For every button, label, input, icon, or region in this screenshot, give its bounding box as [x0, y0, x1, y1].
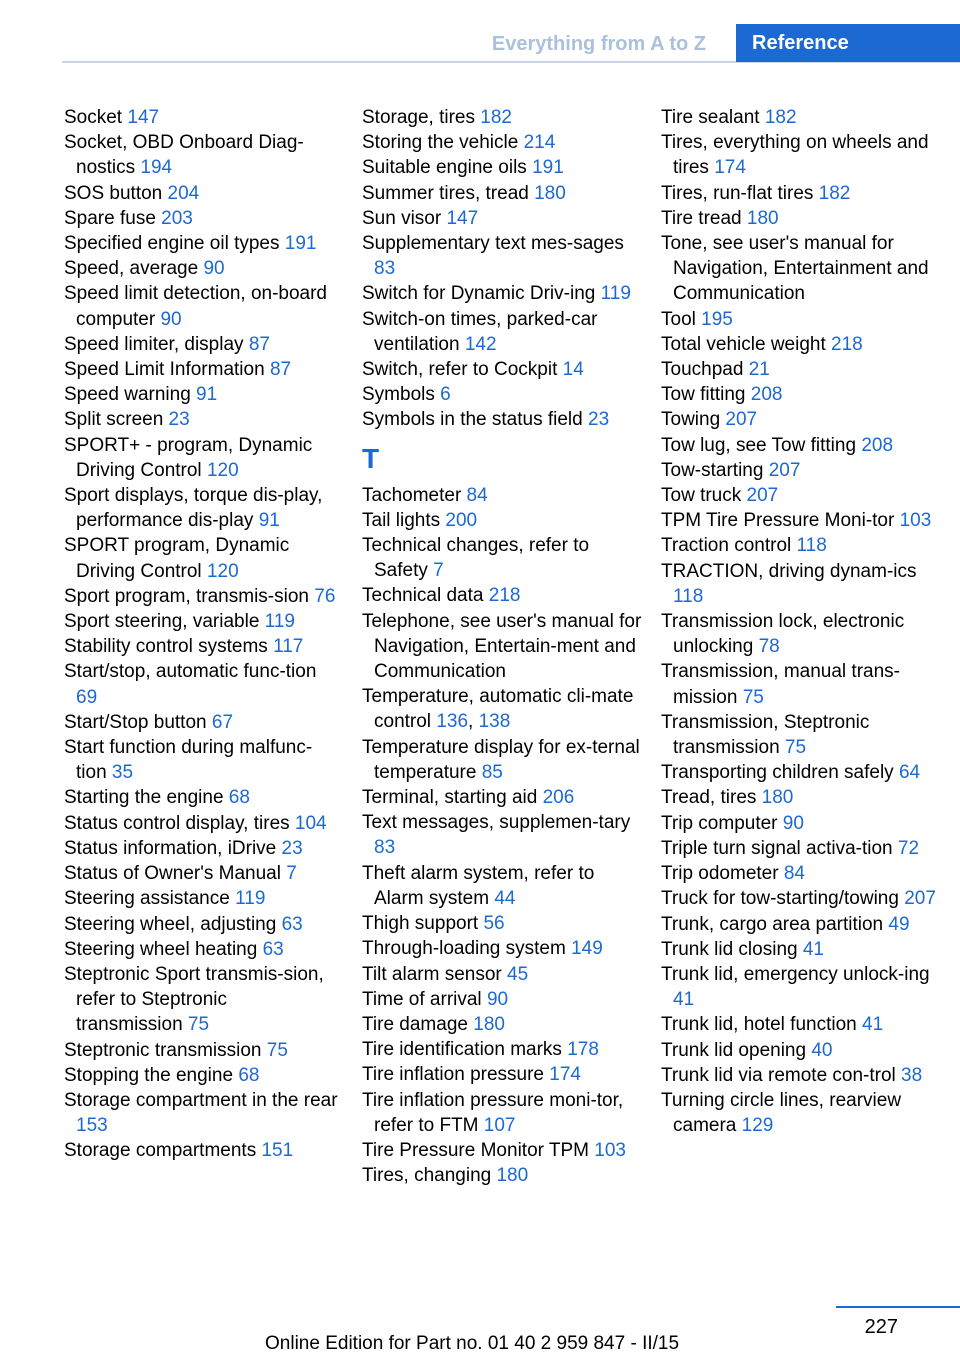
index-entry-term: Suitable engine oils [362, 157, 533, 179]
page-reference-link[interactable]: 180 [761, 787, 794, 809]
page-reference-link[interactable]: 49 [888, 913, 910, 935]
index-entry-term: Status information, iDrive [64, 837, 282, 859]
index-entry-term: Sport steering, variable [64, 611, 265, 633]
index-entry-term: Speed warning [64, 384, 197, 406]
index-entry-term: Storage, tires [362, 107, 481, 128]
index-entry-term: SOS button [64, 182, 168, 204]
page-reference-link[interactable]: 119 [235, 888, 266, 910]
page-reference-link[interactable]: 136 [436, 711, 469, 733]
index-entry [661, 811, 951, 836]
index-entry [362, 130, 642, 155]
index-entry-term: Total vehicle weight [661, 333, 832, 355]
index-entry-term: TRACTION, driving dynam‐ics [661, 560, 917, 582]
index-entry-term: SPORT+ - program, Dynamic Driving Control [64, 434, 313, 481]
index-entry [362, 181, 642, 206]
index-entry [362, 382, 642, 407]
index-entry-term: Steering wheel, adjusting [64, 913, 282, 935]
index-entry [64, 281, 338, 331]
index-entry-term: Spare fuse [64, 207, 162, 229]
page-reference-link[interactable]: 14 [562, 359, 584, 381]
index-entry-term: Steering wheel heating [64, 938, 263, 960]
index-entry-term: Touchpad [661, 359, 749, 381]
index-entry [362, 231, 642, 281]
index-column-1 [64, 105, 338, 1164]
index-entry-term: Theft alarm system, refer to Alarm system [362, 862, 595, 909]
page-reference-link[interactable]: 174 [549, 1064, 581, 1086]
page-reference-link[interactable]: 75 [784, 737, 807, 759]
page-reference-link[interactable]: 182 [764, 107, 797, 128]
index-entry [661, 760, 951, 785]
index-entry [661, 861, 951, 886]
page-reference-link[interactable]: 207 [768, 459, 801, 481]
page-reference-link[interactable]: 23 [588, 409, 610, 431]
index-entry [661, 508, 951, 533]
index-entry [661, 332, 951, 357]
index-entry-term: Steptronic Sport transmis‐sion, refer to Steptronic transmission [64, 963, 324, 1036]
page-reference-link[interactable]: 200 [445, 509, 478, 531]
index-entry [661, 836, 951, 861]
index-entry-term: Speed Limit Information [64, 359, 270, 381]
page-reference-link[interactable]: 191 [284, 233, 317, 255]
index-entry [661, 1063, 951, 1088]
index-entry-term: Temperature display for ex‐ternal temperature [362, 736, 640, 783]
index-entry [661, 912, 951, 937]
index-entry [362, 281, 642, 306]
page-reference-link[interactable]: 207 [904, 888, 936, 910]
page-reference-link[interactable]: 207 [725, 409, 758, 431]
page-reference-link[interactable]: 118 [673, 585, 704, 607]
index-entry-term: Trip computer [661, 812, 783, 834]
index-entry-term: Tire damage [362, 1013, 474, 1035]
page-reference-link[interactable]: 83 [374, 837, 396, 859]
index-letter-heading: T [362, 442, 380, 474]
index-entry-term: Technical changes, refer to Safety [362, 535, 590, 582]
index-entry-term: Tire tread [661, 207, 747, 229]
page-reference-link[interactable]: 208 [750, 384, 783, 406]
index-entry [362, 206, 642, 231]
index-entry-term: Tow truck [661, 485, 747, 507]
index-entry-term: Traction control [661, 535, 797, 557]
index-entry [661, 357, 951, 382]
index-entry-term: Tow lug, see Tow fitting [661, 434, 862, 456]
index-entry [362, 105, 642, 130]
index-entry-term: Steptronic transmission [64, 1039, 267, 1061]
index-entry [64, 659, 338, 709]
index-entry [661, 382, 951, 407]
index-entry-term: Thigh support [362, 913, 484, 935]
page-reference-link[interactable]: 90 [782, 812, 804, 834]
page-reference-link[interactable]: 75 [266, 1039, 288, 1061]
index-entry [661, 181, 951, 206]
page-reference-link[interactable]: 69 [76, 686, 98, 708]
index-entry [64, 886, 338, 911]
index-entry-term: Storage compartment in the rear [64, 1089, 338, 1111]
index-entry-term: Switch-on times, parked-car ventilation [362, 308, 598, 355]
index-entry [661, 231, 951, 307]
index-entry [661, 1038, 951, 1063]
page-reference-link[interactable]: 91 [196, 384, 218, 406]
index-entry [64, 105, 338, 130]
page-reference-link[interactable]: 147 [127, 107, 160, 128]
page-reference-link[interactable]: 38 [901, 1064, 923, 1086]
index-column-3 [661, 105, 951, 1138]
page-reference-link[interactable]: 120 [206, 560, 239, 582]
page-reference-link[interactable]: 117 [273, 636, 304, 658]
index-entry [64, 584, 338, 609]
index-entry-term: Status control display, tires [64, 812, 295, 834]
index-entry [362, 684, 642, 734]
page-reference-link[interactable]: 178 [567, 1039, 599, 1061]
index-entry-term: Tire inflation pressure [362, 1064, 550, 1086]
page-reference-link[interactable]: 83 [374, 258, 396, 280]
index-entry-term: Switch for Dynamic Driv‐ing [362, 283, 601, 305]
index-entry-term: Transmission, Steptronic transmission [661, 711, 870, 759]
index-entry [64, 206, 338, 231]
index-entry-term: Speed limit detection, on‐board computer [64, 283, 327, 330]
index-entry [64, 634, 338, 659]
index-entry [661, 1012, 951, 1037]
index-entry-term: TPM Tire Pressure Moni‐tor [661, 510, 900, 532]
page-reference-link[interactable]: 90 [160, 308, 182, 330]
index-entry [64, 533, 338, 583]
index-entry [362, 609, 642, 685]
index-entry [362, 307, 642, 357]
page-reference-link[interactable]: 41 [862, 1014, 884, 1036]
page-reference-link[interactable]: 149 [571, 938, 603, 960]
index-entry-term: Through-loading system [362, 938, 572, 960]
index-entry [64, 735, 338, 785]
index-entry [661, 307, 951, 332]
page-reference-link[interactable]: 119 [600, 283, 631, 305]
index-entry [661, 1088, 951, 1138]
index-entry-term: Symbols in the status field [362, 409, 588, 431]
page-reference-link[interactable]: 195 [701, 308, 733, 330]
page-reference-link[interactable]: 203 [161, 207, 193, 229]
index-entry-term: Split screen [64, 409, 169, 431]
index-entry [64, 1138, 338, 1163]
index-entry [362, 533, 642, 583]
index-entry-term: Stability control systems [64, 636, 274, 658]
page-reference-link[interactable]: 206 [542, 787, 575, 809]
index-entry-term: Sport program, transmis‐sion [64, 585, 315, 607]
index-entry [362, 861, 642, 911]
page-reference-link[interactable]: 63 [262, 938, 284, 960]
index-entry-term: Tire Pressure Monitor TPM [362, 1139, 595, 1161]
index-entry-term: Trip odometer [661, 863, 784, 885]
index-entry-term: Socket, OBD Onboard Diag‐nostics [64, 132, 304, 179]
index-entry-term: Transmission lock, electronic unlocking [661, 611, 905, 658]
index-entry [64, 1088, 338, 1138]
index-entry-term: Tires, changing [362, 1165, 497, 1187]
index-entry-term: Truck for tow-starting/towing [661, 888, 905, 910]
index-entry [362, 810, 642, 860]
index-entry-term: Technical data [362, 585, 489, 607]
index-entry [64, 130, 338, 180]
index-entry-term: Trunk lid closing [661, 938, 803, 960]
index-entry [64, 836, 338, 861]
index-entry-term: Symbols [362, 384, 441, 406]
index-entry [64, 382, 338, 407]
index-entry [661, 105, 951, 130]
index-entry [64, 181, 338, 206]
index-column-2 [362, 105, 642, 1188]
index-entry [661, 937, 951, 962]
index-entry-term: Trunk, cargo area partition [661, 913, 889, 935]
page-reference-link[interactable]: 21 [748, 359, 770, 381]
index-entry-term: Tread, tires [661, 787, 762, 809]
page-reference-link[interactable]: 103 [594, 1139, 626, 1161]
index-entry [661, 785, 951, 810]
index-entry-term: Tachometer [362, 484, 467, 506]
index-entry-term: Speed, average [64, 258, 204, 280]
page-reference-link[interactable]: 56 [483, 913, 505, 935]
page-reference-link[interactable]: 68 [228, 787, 250, 809]
page-reference-link[interactable]: 129 [741, 1115, 774, 1137]
page-reference-link[interactable]: 64 [898, 762, 921, 784]
page-reference-link[interactable]: 207 [746, 485, 779, 507]
index-entry [64, 231, 338, 256]
index-entry [362, 962, 642, 987]
page-reference-link[interactable]: 75 [187, 1014, 210, 1036]
page-reference-link[interactable]: 182 [480, 107, 512, 128]
index-entry-term: Tone, see user's manual for Navigation, Entertainment and Communication [661, 233, 929, 305]
index-entry [362, 1138, 642, 1163]
index-entry [362, 785, 642, 810]
index-entry-term: Start function during malfunc‐tion [64, 737, 313, 784]
page-reference-link[interactable]: 63 [281, 913, 303, 935]
index-entry [661, 659, 951, 709]
index-entry [362, 508, 642, 533]
index-entry-term: Tilt alarm sensor [362, 963, 507, 985]
index-entry-term: Trunk lid, hotel function [661, 1014, 863, 1036]
index-entry [64, 1063, 338, 1088]
page-reference-link[interactable]: 41 [802, 938, 824, 960]
page-reference-link[interactable]: 182 [818, 182, 851, 204]
page-reference-link[interactable]: 23 [281, 837, 303, 859]
index-entry-term: SPORT program, Dynamic Driving Control [64, 535, 290, 582]
page-reference-link[interactable]: 90 [486, 988, 509, 1010]
index-entry-term: Sport displays, torque dis‐play, performance dis‐play [64, 485, 323, 532]
footer-edition-text: Online Edition for Part no. 01 40 2 959 847 - II/15 [265, 1333, 680, 1354]
page-reference-link[interactable]: 191 [532, 157, 564, 179]
page-reference-link[interactable]: 194 [140, 157, 173, 179]
index-entry [661, 886, 951, 911]
index-entry-term: Tires, everything on wheels and tires [661, 132, 929, 179]
index-entry-term: Specified engine oil types [64, 233, 285, 255]
page-reference-link[interactable]: 180 [496, 1165, 529, 1187]
index-entry [661, 458, 951, 483]
page-separator: , [468, 711, 479, 733]
index-entry [661, 483, 951, 508]
page-reference-link[interactable]: 35 [111, 762, 134, 784]
index-entry-term: Text messages, supplemen‐tary [362, 812, 631, 834]
index-entry-term: Tire inflation pressure moni‐tor, refer to FTM [362, 1089, 624, 1136]
index-entry [362, 936, 642, 961]
index-entry [362, 483, 642, 508]
page-reference-link[interactable]: 85 [481, 761, 503, 783]
index-entry [362, 407, 642, 432]
index-entry-term: Temperature, automatic cli‐mate control [362, 686, 634, 733]
index-entry-term: Status of Owner's Manual [64, 863, 287, 885]
index-entry [64, 912, 338, 937]
page-reference-link[interactable]: 40 [811, 1039, 833, 1061]
index-entry [362, 1012, 642, 1037]
page-reference-link[interactable]: 75 [742, 686, 764, 708]
index-entry [64, 962, 338, 1038]
page-reference-link[interactable]: 72 [897, 837, 920, 859]
index-entry-term: Storage compartments [64, 1140, 262, 1162]
index-entry [362, 155, 642, 180]
header-reference-tab[interactable]: Reference [736, 24, 960, 62]
index-entry-term: Stopping the engine [64, 1064, 239, 1086]
page-reference-link[interactable]: 6 [440, 384, 451, 406]
index-entry [64, 937, 338, 962]
index-entry [362, 583, 642, 608]
page-reference-link[interactable]: 7 [433, 560, 444, 582]
index-entry [64, 407, 338, 432]
index-entry-term: Starting the engine [64, 787, 229, 809]
index-entry [64, 811, 338, 836]
page-reference-link[interactable]: 151 [261, 1140, 294, 1162]
page-reference-link[interactable]: 67 [211, 711, 234, 733]
page-reference-link[interactable]: 91 [258, 510, 280, 532]
index-entry-term: Turning circle lines, rearview camera [661, 1089, 902, 1137]
index-entry [661, 206, 951, 231]
index-entry [661, 962, 951, 1012]
page-reference-link[interactable]: 84 [783, 863, 805, 885]
page-reference-link[interactable]: 180 [534, 182, 566, 204]
page-reference-link[interactable]: 118 [796, 535, 827, 557]
index-entry [362, 357, 642, 382]
index-entry [362, 1037, 642, 1062]
page-reference-link[interactable]: 84 [466, 484, 488, 506]
page-reference-link[interactable]: 76 [314, 585, 336, 607]
index-entry-term: Sun visor [362, 207, 447, 229]
index-entry-term: Switch, refer to Cockpit [362, 359, 563, 381]
page-reference-link[interactable]: 208 [861, 434, 894, 456]
page-reference-link[interactable]: 7 [286, 863, 297, 885]
index-entry [362, 1163, 642, 1188]
index-entry-term: Tow-starting [661, 459, 769, 481]
index-entry-term: Speed limiter, display [64, 333, 249, 355]
index-entry-term: Tires, run-flat tires [661, 182, 819, 204]
index-entry-term: Summer tires, tread [362, 182, 535, 204]
index-entry-term: Transporting children safely [661, 762, 899, 784]
index-entry-term: Trunk lid, emergency unlock‐ing [661, 963, 930, 985]
index-entry [64, 861, 338, 886]
page-reference-link[interactable]: 174 [714, 157, 746, 179]
page-reference-link[interactable]: 119 [264, 611, 295, 633]
index-entry [362, 911, 642, 936]
index-entry-term: Trunk lid opening [661, 1039, 812, 1061]
page-reference-link[interactable]: 103 [899, 510, 932, 532]
index-entry [661, 710, 951, 760]
page-reference-link[interactable]: 87 [248, 333, 270, 355]
index-entry-term: Tire identification marks [362, 1039, 568, 1061]
index-entry [661, 130, 951, 180]
index-entry [661, 559, 951, 609]
page-reference-link[interactable]: 104 [294, 812, 327, 834]
page-reference-link[interactable]: 41 [673, 989, 695, 1011]
page-number: 227 [864, 1316, 898, 1338]
index-entry-term: Towing [661, 409, 726, 431]
index-entry-term: Terminal, starting aid [362, 787, 543, 809]
page-reference-link[interactable]: 90 [203, 258, 225, 280]
index-entry-term: Transmission, manual trans‐mission [661, 661, 900, 708]
footer-rule [836, 1306, 960, 1308]
index-entry [661, 533, 951, 558]
page-reference-link[interactable]: 180 [746, 207, 779, 229]
index-entry [64, 256, 338, 281]
index-entry-term: Start/Stop button [64, 711, 212, 733]
index-entry-term: Start/stop, automatic func‐tion [64, 661, 317, 683]
page-reference-link[interactable]: 45 [507, 963, 529, 985]
page-reference-link[interactable]: 68 [238, 1064, 260, 1086]
page-reference-link[interactable]: 44 [494, 887, 516, 909]
index-entry-term: Trunk lid via remote con‐trol [661, 1064, 902, 1086]
header-section-title: Everything from A to Z [491, 33, 706, 55]
page-reference-link[interactable]: 138 [478, 711, 511, 733]
index-entry-term: Socket [64, 107, 128, 128]
page-reference-link[interactable]: 120 [206, 459, 239, 481]
index-entry-term: Time of arrival [362, 988, 487, 1010]
index-entry-term: Telephone, see user's manual for Navigation, Entertain‐ment and Communication [362, 610, 642, 683]
index-entry-term: Supplementary text mes‐sages [362, 233, 624, 255]
page-reference-link[interactable]: 23 [168, 409, 190, 431]
index-entry-term: Tool [661, 308, 702, 330]
page-reference-link[interactable]: 214 [523, 132, 556, 154]
page-reference-link[interactable]: 218 [831, 333, 863, 355]
index-entry [64, 332, 338, 357]
page-reference-link[interactable]: 180 [473, 1013, 505, 1035]
index-entry [64, 483, 338, 533]
index-entry [64, 433, 338, 483]
index-entry [661, 433, 951, 458]
index-entry-term: Tow fitting [661, 384, 751, 406]
index-entry [64, 609, 338, 634]
page-reference-link[interactable]: 204 [167, 182, 200, 204]
index-entry [64, 710, 338, 735]
page-reference-link[interactable]: 107 [483, 1114, 516, 1136]
index-entry [64, 785, 338, 810]
page-reference-link[interactable]: 153 [76, 1115, 108, 1137]
index-entry-term: Triple turn signal activa‐tion [661, 837, 898, 859]
index-entry [362, 1062, 642, 1087]
page-reference-link[interactable]: 87 [269, 359, 292, 381]
page-reference-link[interactable]: 147 [446, 207, 479, 229]
page-reference-link[interactable]: 142 [464, 333, 497, 355]
index-entry [362, 735, 642, 785]
page-reference-link[interactable]: 218 [488, 585, 521, 607]
index-entry [661, 407, 951, 432]
index-entry [64, 1038, 338, 1063]
index-entry-term: Tail lights [362, 509, 446, 531]
index-entry-term: Steering assistance [64, 888, 236, 910]
page-reference-link[interactable]: 78 [758, 636, 780, 658]
index-entry [362, 1088, 642, 1138]
index-entry-term: Tire sealant [661, 107, 765, 128]
index-entry-term: Storing the vehicle [362, 132, 524, 154]
index-entry [64, 357, 338, 382]
index-entry [661, 609, 951, 659]
index-entry [362, 987, 642, 1012]
